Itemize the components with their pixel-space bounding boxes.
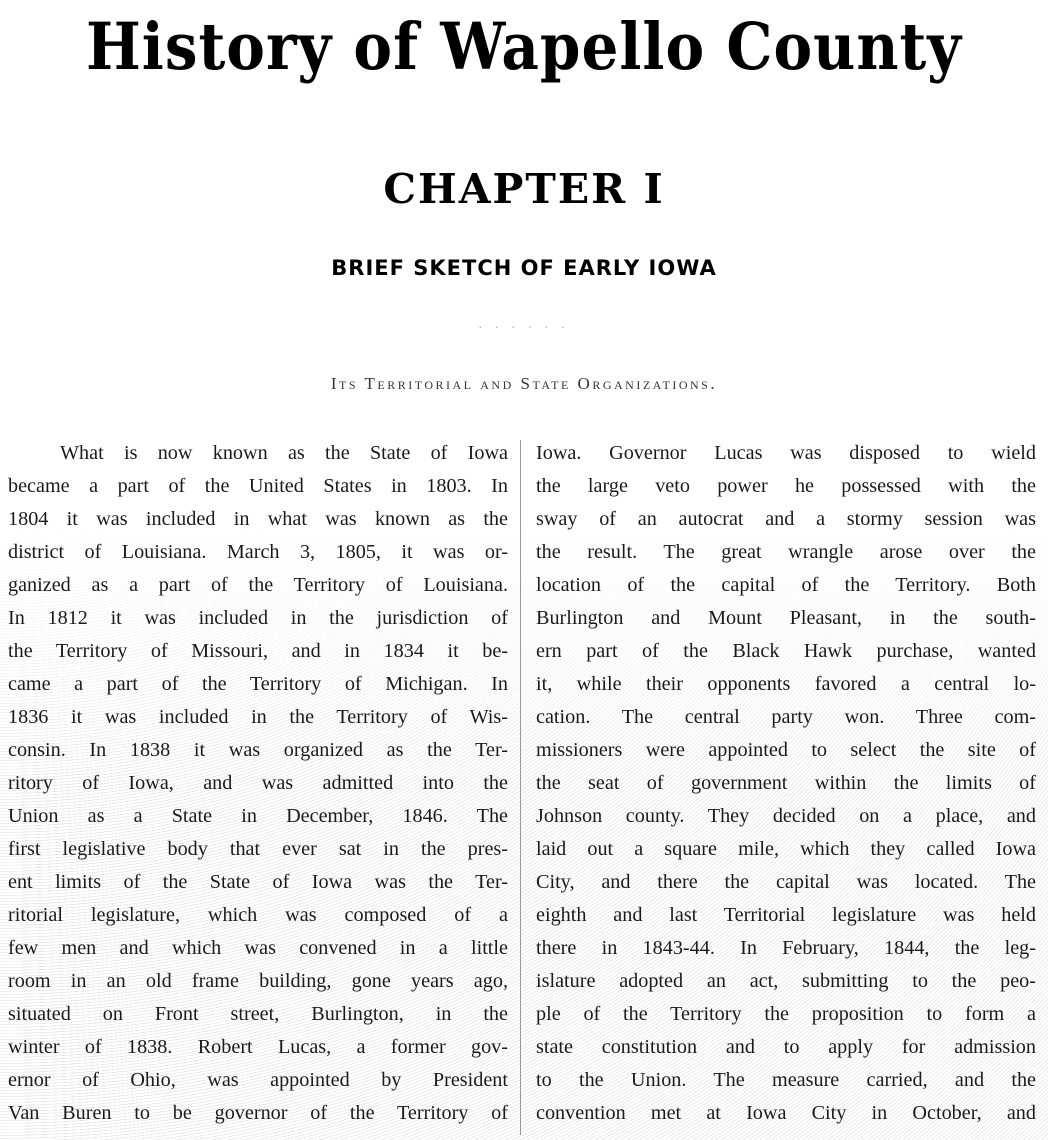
text-line: winter of 1838. Robert Lucas, a former gov- — [8, 1036, 508, 1058]
text-line: ern part of the Black Hawk purchase, wanted — [536, 640, 1036, 662]
text-line: cation. The central party won. Three com- — [536, 706, 1036, 728]
text-line: ernor of Ohio, was appointed by President — [8, 1069, 508, 1091]
text-line: Burlington and Mount Pleasant, in the south- — [536, 607, 1036, 629]
text-line: laid out a square mile, which they called Iowa — [536, 838, 1036, 860]
text-line: convention met at Iowa City in October, and — [536, 1102, 1036, 1124]
text-line: 1804 it was included in what was known as the — [8, 508, 508, 530]
text-line: sway of an autocrat and a stormy session was — [536, 508, 1036, 530]
text-line: the result. The great wrangle arose over the — [536, 541, 1036, 563]
text-line: location of the capital of the Territory. Both — [536, 574, 1036, 596]
text-line: situated on Front street, Burlington, in the — [8, 1003, 508, 1025]
text-line: eighth and last Territorial legislature was held — [536, 904, 1036, 926]
text-line: ent limits of the State of Iowa was the Ter- — [8, 871, 508, 893]
text-line: ganized as a part of the Territory of Louisiana. — [8, 574, 508, 596]
text-line: first legislative body that ever sat in the pres- — [8, 838, 508, 860]
text-line: Union as a State in December, 1846. The — [8, 805, 508, 827]
text-column-left — [8, 437, 508, 1130]
text-line: came a part of the Territory of Michigan. In — [8, 673, 508, 695]
text-line: district of Louisiana. March 3, 1805, it was or- — [8, 541, 508, 563]
column-rule — [520, 440, 521, 1135]
section-heading: Its Territorial and State Organizations. — [330, 374, 718, 393]
separator-dots: . . . . . . — [478, 316, 570, 331]
text-line: few men and which was convened in a little — [8, 937, 508, 959]
text-line: missioners were appointed to select the site of — [536, 739, 1036, 761]
text-line: it, while their opponents favored a central lo- — [536, 673, 1036, 695]
text-line: to the Union. The measure carried, and the — [536, 1069, 1036, 1091]
text-line: ritory of Iowa, and was admitted into the — [8, 772, 508, 794]
text-line: 1836 it was included in the Territory of Wis- — [8, 706, 508, 728]
text-line: Van Buren to be governor of the Territory of — [8, 1102, 508, 1124]
text-line: islature adopted an act, submitting to the peo- — [536, 970, 1036, 992]
text-line: ritorial legislature, which was composed of a — [8, 904, 508, 926]
text-line: state constitution and to apply for admission — [536, 1036, 1036, 1058]
text-line: consin. In 1838 it was organized as the Ter- — [8, 739, 508, 761]
text-line: became a part of the United States in 1803. In — [8, 475, 508, 497]
text-column-right — [536, 437, 1036, 1130]
text-line: the Territory of Missouri, and in 1834 it be- — [8, 640, 508, 662]
book-title: History of Wapello County — [86, 8, 962, 85]
text-line: City, and there the capital was located. The — [536, 871, 1036, 893]
text-line: the seat of government within the limits of — [536, 772, 1036, 794]
text-line: What is now known as the State of Iowa — [60, 442, 508, 464]
text-line: Iowa. Governor Lucas was disposed to wield — [536, 442, 1036, 464]
chapter-heading: CHAPTER I — [383, 165, 665, 213]
text-line: the large veto power he possessed with the — [536, 475, 1036, 497]
text-line: room in an old frame building, gone years ago, — [8, 970, 508, 992]
text-line: ple of the Territory the proposition to form a — [536, 1003, 1036, 1025]
text-line: Johnson county. They decided on a place, and — [536, 805, 1036, 827]
text-line: In 1812 it was included in the jurisdiction of — [8, 607, 508, 629]
chapter-subtitle: BRIEF SKETCH OF EARLY IOWA — [331, 256, 717, 280]
text-line: there in 1843-44. In February, 1844, the leg- — [536, 937, 1036, 959]
